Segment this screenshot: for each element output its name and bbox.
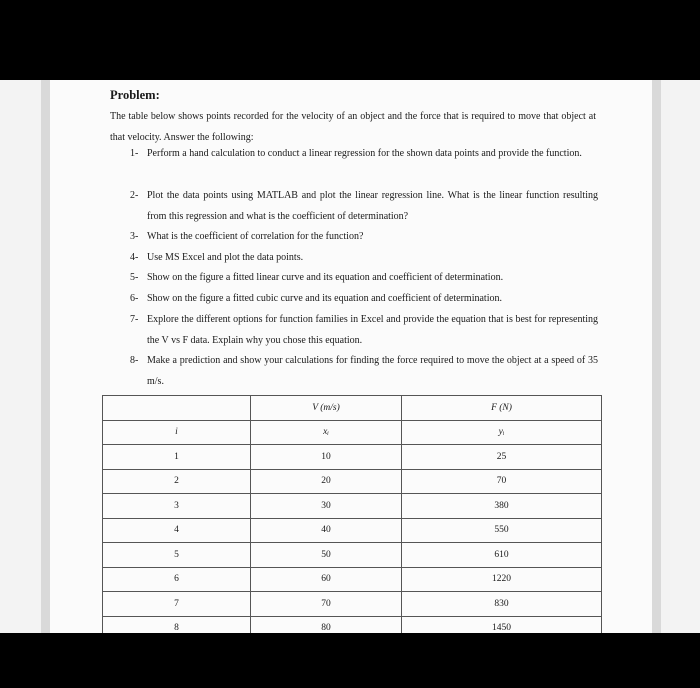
table-cell: 2 [103,469,251,494]
table-header-row [103,396,602,421]
subheader-cell: yᵢ [402,420,602,445]
question-text: Show on the figure a fitted linear curve and its equation and coefficient of determination. [147,272,504,283]
question-item [130,185,598,227]
question-text: Show on the figure a fitted cubic curve and its equation and coefficient of determination. [147,293,502,304]
table-cell: 10 [251,445,402,470]
question-text: Plot the data points using MATLAB and plot the linear regression line. What is the linear function resulting from this regression and what is the coefficient of determination? [147,190,598,222]
question-item [130,143,598,164]
table-cell: 380 [402,494,602,519]
table-row [103,567,602,592]
table-row [103,592,602,617]
question-number: 2- [130,190,139,201]
problem-heading: Problem: [110,88,160,102]
question-number: 4- [130,252,139,263]
table-subheader-row [103,420,602,445]
table-cell: 1 [103,445,251,470]
question-item [130,226,598,247]
table-cell: 80 [251,616,402,633]
table-cell: 610 [402,543,602,568]
velocity-force-table [102,395,602,633]
question-item [130,309,598,351]
table-cell: 5 [103,543,251,568]
question-text: Make a prediction and show your calculations for finding the force required to move the object at a speed of 35 m/s. [147,355,598,387]
table-cell: 550 [402,518,602,543]
question-item [130,350,598,392]
subheader-cell: xᵢ [251,420,402,445]
question-item [130,288,598,309]
table-row [103,469,602,494]
page-edge-right [652,80,661,633]
question-text: What is the coefficient of correlation for the function? [147,231,364,242]
table-cell: 40 [251,518,402,543]
table-cell: 60 [251,567,402,592]
question-text: Perform a hand calculation to conduct a linear regression for the shown data points and provide the function. [147,148,582,159]
table-cell: 6 [103,567,251,592]
header-cell: V (m/s) [251,396,402,421]
question-number: 5- [130,272,139,283]
table-cell: 25 [402,445,602,470]
question-text: Explore the different options for function families in Excel and provide the equation that is best for representing the V vs F data. Explain why you chose this equation. [147,314,598,346]
table-cell: 830 [402,592,602,617]
question-number: 3- [130,231,139,242]
table-row [103,518,602,543]
document-page [0,80,700,633]
table-row [103,445,602,470]
table-row [103,494,602,519]
question-item [130,247,598,268]
table-row [103,616,602,633]
table-cell: 4 [103,518,251,543]
table-cell: 8 [103,616,251,633]
table-cell: 70 [402,469,602,494]
question-number: 6- [130,293,139,304]
table-cell: 30 [251,494,402,519]
problem-intro: The table below shows points recorded for the velocity of an object and the force that is required to move that object at that velocity. Answer the following: [110,111,596,143]
table-cell: 1220 [402,567,602,592]
table-cell: 20 [251,469,402,494]
table-cell: 70 [251,592,402,617]
table-cell: 3 [103,494,251,519]
table-row [103,543,602,568]
table-cell: 50 [251,543,402,568]
table-cell: 1450 [402,616,602,633]
question-number: 7- [130,314,139,325]
question-number: 1- [130,148,139,159]
subheader-cell: i [103,420,251,445]
header-cell: F (N) [402,396,602,421]
question-text: Use MS Excel and plot the data points. [147,252,304,263]
question-item [130,267,598,288]
page-edge-left [41,80,50,633]
header-cell [103,396,251,421]
question-number: 8- [130,355,139,366]
table-cell: 7 [103,592,251,617]
